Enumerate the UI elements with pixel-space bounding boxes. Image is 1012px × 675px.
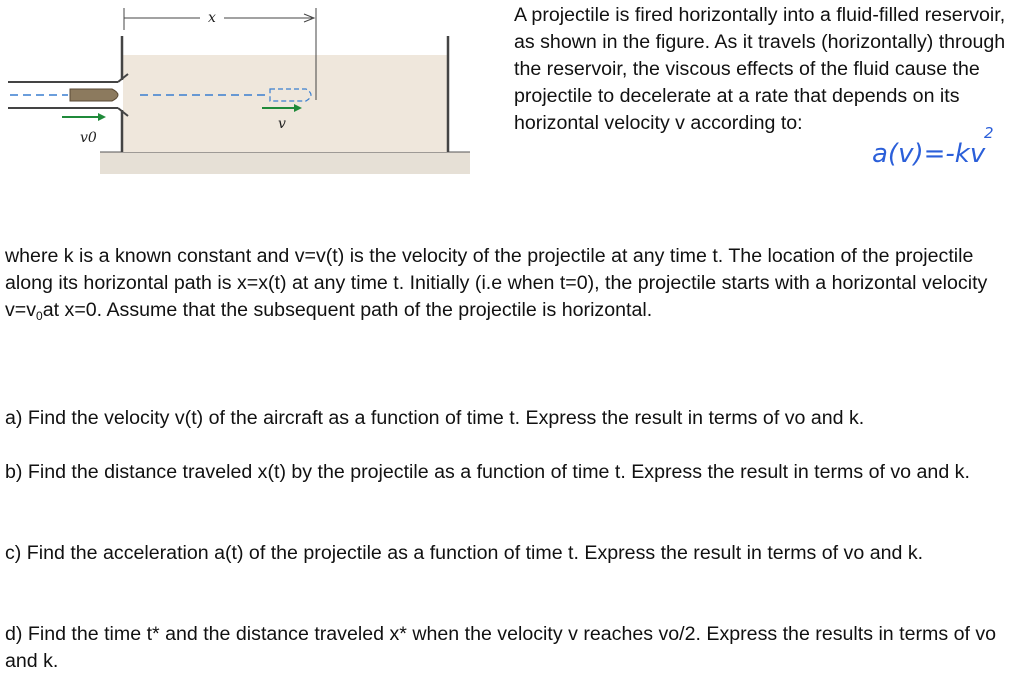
description-paragraph <box>5 243 1005 326</box>
v0-label: v0 <box>80 130 97 146</box>
fluid-body <box>123 55 448 152</box>
description-part1: where k is a known constant and v=v(t) is the velocity of the projectile at any time t. The location of the projectile along its horizontal path is x=x(t) at any time t. Initially (i.e when t=0), the projectile starts with a horizontal velocity v=v <box>5 245 988 321</box>
question-c: c) Find the acceleration a(t) of the projectile as a function of time t. Express the result in terms of vo and k. <box>5 542 924 564</box>
ground <box>100 152 470 174</box>
handwritten-formula-text: a(v)=-kv <box>872 139 986 169</box>
v0-arrowhead <box>98 113 106 121</box>
description-part2: at x=0. Assume that the subsequent path of the projectile is horizontal. <box>42 299 653 321</box>
projectile <box>70 89 118 101</box>
question-b: b) Find the distance traveled x(t) by the projectile as a function of time t. Express the result in terms of vo and k. <box>5 461 970 483</box>
handwritten-exponent: 2 <box>984 124 994 142</box>
v-label: v <box>278 116 286 132</box>
x-label: x <box>208 10 216 26</box>
question-a: a) Find the velocity v(t) of the aircraft as a function of time t. Express the result in terms of vo and k. <box>5 407 865 429</box>
question-d: d) Find the time t* and the distance traveled x* when the velocity v reaches vo/2. Express the results in terms of vo and k. <box>5 623 997 672</box>
handwritten-formula <box>870 122 1000 172</box>
v0-subscript: 0 <box>36 309 43 323</box>
intro-paragraph: A projectile is fired horizontally into a fluid-filled reservoir, as shown in the figure. As it travels (horizontally) through the reservoir, the viscous effects of the fluid cause the projectile to decelerate at a rate that depends on its horizontal velocity v according to: <box>514 4 1006 134</box>
reservoir-figure <box>0 0 490 180</box>
